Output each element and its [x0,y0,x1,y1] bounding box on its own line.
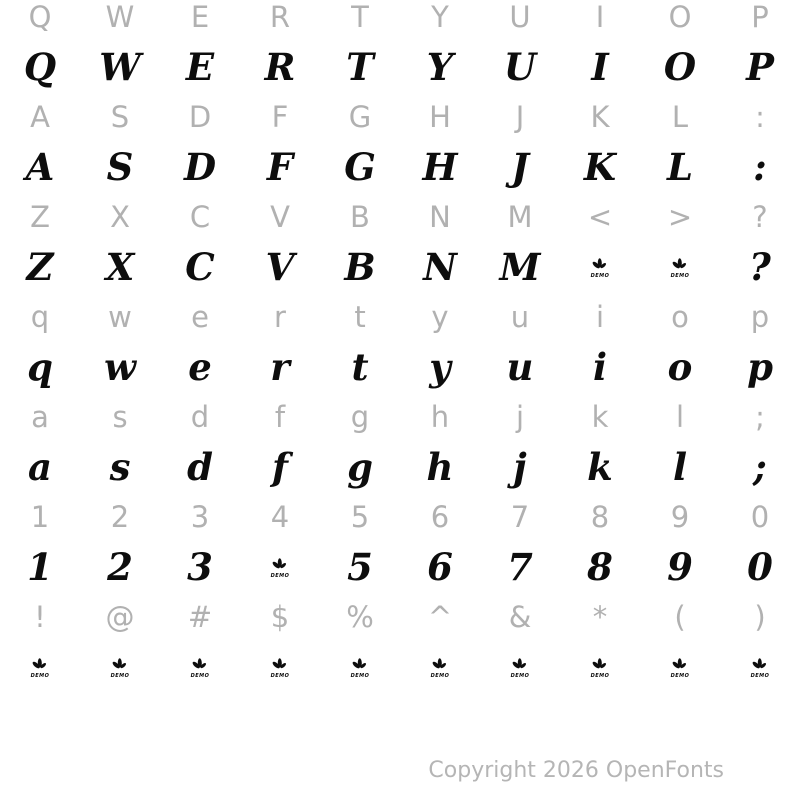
glyph-cell: o [667,344,693,389]
glyph-cell: 8 [590,499,610,534]
glyph-cell: G [348,99,372,134]
glyph-cell: H [422,144,458,189]
glyph-cell: X [110,199,130,234]
glyph-row-reference [0,92,800,142]
glyph-cell: w [108,299,132,334]
glyph-cell: * [592,599,608,634]
demo-ornament-icon [587,657,613,678]
glyph-cell: 3 [190,499,210,534]
glyph-cell: 8 [587,544,613,589]
glyph-cell: G [344,144,376,189]
glyph-cell: e [191,299,209,334]
demo-label: DEMO [30,672,50,678]
glyph-row-reference [0,292,800,342]
glyph-row-reference [0,492,800,542]
demo-ornament-icon [267,657,293,678]
demo-placeholder-glyph [587,257,613,278]
demo-placeholder-glyph [187,657,213,678]
glyph-row-reference [0,392,800,442]
glyph-cell: l [675,399,685,434]
glyph-cell: Q [23,44,57,89]
demo-label: DEMO [350,672,370,678]
demo-ornament-icon [587,257,613,278]
glyph-cell: s [109,444,131,489]
glyph-cell: K [583,144,617,189]
glyph-cell: H [429,99,451,134]
glyph-cell: D [183,144,217,189]
glyph-cell: 0 [747,544,773,589]
glyph-cell: N [429,199,451,234]
demo-label: DEMO [510,672,530,678]
glyph-cell: M [507,199,533,234]
glyph-cell: f [272,444,288,489]
glyph-cell: ( [674,599,686,634]
demo-ornament-icon [107,657,133,678]
glyph-cell: V [270,199,290,234]
glyph-cell: % [346,599,374,634]
glyph-cell: h [430,399,450,434]
glyph-cell: q [27,344,53,389]
glyph-cell: O [663,44,697,89]
demo-placeholder-glyph [267,657,293,678]
glyph-cell: 0 [750,499,770,534]
glyph-cell: l [672,444,688,489]
glyph-cell: < [587,199,613,234]
glyph-cell: 7 [510,499,530,534]
glyph-cell: $ [270,599,290,634]
glyph-cell: 1 [30,499,50,534]
glyph-cell: w [104,344,136,389]
demo-ornament-icon [667,657,693,678]
glyph-cell: C [189,199,211,234]
glyph-cell: B [350,199,370,234]
demo-label: DEMO [670,672,690,678]
glyph-cell: T [351,0,369,34]
glyph-cell: t [351,344,369,389]
demo-placeholder-glyph [667,657,693,678]
glyph-cell: S [106,144,134,189]
glyph-cell: S [110,99,130,134]
glyph-cell: a [28,444,52,489]
glyph-cell: E [185,44,215,89]
demo-placeholder-glyph [267,557,293,578]
demo-ornament-icon [347,657,373,678]
glyph-cell: A [30,99,50,134]
demo-label: DEMO [190,672,210,678]
glyph-cell: r [270,344,290,389]
demo-ornament-icon [27,657,53,678]
glyph-cell: p [750,299,770,334]
glyph-cell: J [515,99,525,134]
glyph-cell: P [751,0,769,34]
demo-placeholder-glyph [107,657,133,678]
demo-ornament-icon [667,257,693,278]
glyph-cell: 7 [507,544,533,589]
demo-placeholder-glyph [347,657,373,678]
glyph-cell: Y [426,44,454,89]
glyph-cell: C [185,244,215,289]
glyph-cell: o [671,299,689,334]
glyph-cell: p [747,344,773,389]
glyph-cell: Q [28,0,52,34]
glyph-cell: D [188,99,212,134]
demo-ornament-icon [427,657,453,678]
glyph-cell: i [595,299,605,334]
glyph-cell: X [105,244,135,289]
glyph-cell: P [746,44,774,89]
glyph-row-demo [0,642,800,692]
demo-ornament-icon [187,657,213,678]
demo-ornament-icon [747,657,773,678]
demo-label: DEMO [590,672,610,678]
glyph-cell: W [99,44,141,89]
glyph-row-demo [0,542,800,592]
glyph-cell: k [587,444,613,489]
glyph-cell: 5 [350,499,370,534]
demo-placeholder-glyph [747,657,773,678]
glyph-cell: 1 [27,544,53,589]
glyph-cell: f [274,399,286,434]
glyph-cell: > [667,199,693,234]
glyph-cell: N [423,244,457,289]
glyph-cell: M [499,244,541,289]
glyph-cell: k [591,399,609,434]
glyph-cell: ) [754,599,766,634]
glyph-cell: d [187,444,213,489]
glyph-cell: A [25,144,55,189]
glyph-cell: 3 [187,544,213,589]
demo-label: DEMO [750,672,770,678]
demo-label: DEMO [430,672,450,678]
glyph-cell: : [755,99,765,134]
glyph-cell: V [265,244,295,289]
glyph-cell: : [753,144,767,189]
demo-label: DEMO [670,272,690,278]
glyph-row-demo [0,242,800,292]
glyph-cell: ? [749,244,771,289]
glyph-cell: # [187,599,213,634]
glyph-cell: 2 [110,499,130,534]
glyph-cell: I [591,44,609,89]
demo-placeholder-glyph [427,657,453,678]
glyph-row-reference [0,192,800,242]
glyph-cell: r [274,299,286,334]
glyph-cell: ^ [427,599,453,634]
demo-placeholder-glyph [667,257,693,278]
glyph-cell: 5 [347,544,373,589]
glyph-cell: 4 [270,499,290,534]
glyph-cell: L [671,99,689,134]
glyph-cell: J [511,144,529,189]
glyph-cell: d [190,399,210,434]
glyph-cell: a [31,399,49,434]
glyph-cell: e [188,344,212,389]
glyph-cell: s [112,399,128,434]
glyph-cell: F [266,144,294,189]
glyph-row-demo [0,342,800,392]
glyph-cell: 9 [670,499,690,534]
demo-placeholder-glyph [507,657,533,678]
glyph-cell: y [431,299,449,334]
glyph-cell: B [344,244,376,289]
glyph-cell: W [105,0,135,34]
glyph-cell: R [264,44,296,89]
glyph-cell: U [503,44,537,89]
glyph-cell: E [190,0,210,34]
demo-ornament-icon [267,557,293,578]
demo-placeholder-glyph [27,657,53,678]
glyph-row-reference [0,592,800,642]
glyph-cell: u [510,299,530,334]
glyph-cell: 6 [427,544,453,589]
glyph-row-demo [0,442,800,492]
glyph-cell: & [508,599,532,634]
glyph-cell: u [506,344,534,389]
glyph-cell: 6 [430,499,450,534]
glyph-cell: j [515,399,525,434]
glyph-cell: 9 [667,544,693,589]
glyph-cell: q [30,299,50,334]
glyph-cell: t [354,299,366,334]
glyph-cell: Z [26,244,54,289]
glyph-cell: I [595,0,605,34]
glyph-cell: T [346,44,374,89]
glyph-cell: Z [30,199,50,234]
glyph-row-reference [0,0,800,42]
glyph-cell: i [592,344,608,389]
glyph-cell: ; [755,399,765,434]
demo-placeholder-glyph [587,657,613,678]
glyph-cell: O [668,0,692,34]
glyph-cell: ! [34,599,46,634]
glyph-cell: F [271,99,289,134]
glyph-cell: j [513,444,527,489]
glyph-cell: @ [105,599,135,634]
glyph-cell: ? [752,199,768,234]
glyph-row-demo [0,42,800,92]
glyph-cell: U [509,0,531,34]
glyph-cell: y [429,344,451,389]
glyph-cell: K [590,99,610,134]
demo-label: DEMO [110,672,130,678]
glyph-row-demo [0,142,800,192]
demo-label: DEMO [270,672,290,678]
demo-label: DEMO [270,572,290,578]
demo-ornament-icon [507,657,533,678]
glyph-cell: g [350,399,370,434]
glyph-cell: L [666,144,693,189]
glyph-cell: g [347,444,373,489]
glyph-cell: h [426,444,454,489]
glyph-cell: R [269,0,291,34]
glyph-cell: 2 [107,544,133,589]
copyright-text: Copyright 2026 OpenFonts [428,758,724,783]
glyph-cell: Y [431,0,449,34]
glyph-cell: ; [753,444,767,489]
demo-label: DEMO [590,272,610,278]
